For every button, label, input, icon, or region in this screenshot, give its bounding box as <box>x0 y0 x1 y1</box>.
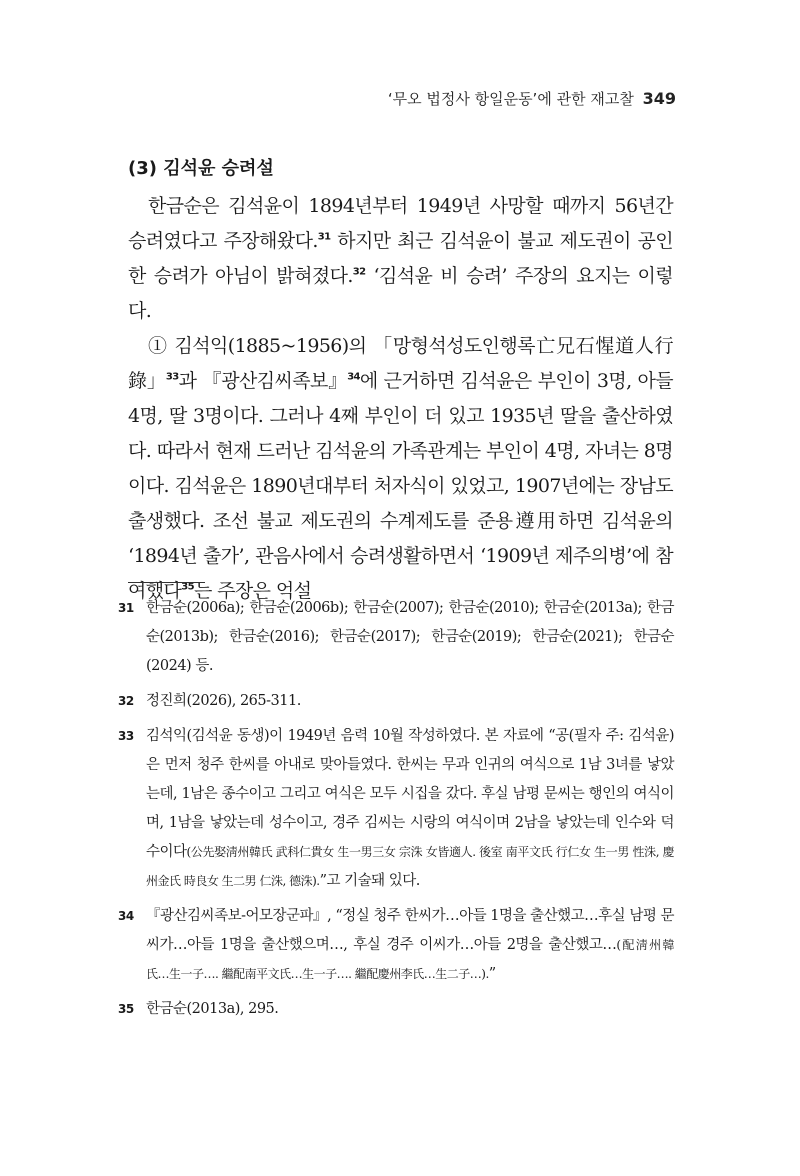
footnote-text-tail: ” <box>488 966 496 982</box>
footnote-number: 35 <box>118 1002 134 1016</box>
footnote-32 <box>118 687 674 716</box>
footnote-number: 32 <box>118 694 134 708</box>
footnote-separator <box>128 582 205 583</box>
footnote-number: 34 <box>118 909 134 923</box>
footnote-hanja-quote: (配淸州韓氏…生一子…. 繼配南平文氏…生一子…. 繼配慶州李氏…生二子…). <box>146 938 674 981</box>
paragraph-text: 한금순은 김석윤이 1894년부터 1949년 사망할 때까지 56년간 승려였다고 주장해왔다. <box>128 195 673 252</box>
paragraph-text: 과 『광산김씨족보』 <box>178 370 348 392</box>
footnote-text: 한금순(2006a); 한금순(2006b); 한금순(2007); 한금순(2010); 한금순(2013a); 한금순(2013b); 한금순(2016); 한금순(2017); 한금순(2019); 한금순(2021); 한금순(2024) 등. <box>146 600 674 674</box>
paragraph-text: 에 근거하면 김석윤은 부인이 3명, 아들 4명, 딸 3명이다. 그러나 4째 부인이 더 있고 1935년 딸을 출산하였다. 따라서 현재 드러난 김석윤의 가족관계는 부인이 4명, 자녀는 8명이다. 김석윤은 1890년대부터 처자식이 있었고, 1907년에는 장남도 출생했다. 조선 불교 제도권의 수계제도를 준용遵用하면 김석윤의 ‘1894년 출가’, 관음사에서 승려생활하면서 ‘1909년 제주의병’에 참여했다 <box>128 370 673 602</box>
footnote-ref-32[interactable]: 32 <box>352 266 366 278</box>
paragraph-text: ‘김석윤 비 승려’ 주장의 요지는 이렇다. <box>128 265 674 322</box>
footnote-ref-34[interactable]: 34 <box>347 371 360 383</box>
footnote-text: 한금순(2013a), 295. <box>146 1001 279 1017</box>
section-heading: (3) 김석윤 승려설 <box>128 158 274 179</box>
footnote-text: 『광산김씨족보-어모장군파』, “정실 청주 한씨가…아들 1명을 출산했고…후실 남평 문씨가…아들 1명을 출산했으며…, 후실 경주 이씨가…아들 2명을 출산했고… <box>146 908 674 953</box>
footnote-text: 정진희(2026), 265-311. <box>146 693 301 709</box>
footnote-number: 33 <box>118 729 134 743</box>
footnote-34 <box>118 902 674 989</box>
footnote-ref-35[interactable]: 35 <box>181 581 194 593</box>
page-number: 349 <box>642 89 676 108</box>
running-header-title: ‘무오 법정사 항일운동’에 관한 재고찰 <box>387 90 634 108</box>
footnote-number: 31 <box>118 601 134 615</box>
footnote-text-tail: ”고 기술돼 있다. <box>319 873 420 889</box>
paragraph-text: 는 주장은 억설 <box>193 580 312 602</box>
body-text <box>128 189 673 609</box>
paragraph-1 <box>128 189 673 329</box>
paragraph-2 <box>128 329 673 609</box>
footnote-33 <box>118 722 674 896</box>
running-header <box>388 88 676 109</box>
footnote-hanja-quote: (公先娶淸州韓氏 武科仁貴女 生一男三女 宗洙 女皆適人. 後室 南平文氏 行仁女 生一男 性洙, 慶州金氏 時良女 生二男 仁洙, 德洙). <box>146 845 674 888</box>
footnote-35 <box>118 995 674 1024</box>
footnotes <box>118 594 674 1030</box>
paragraph-text: ① 김석익(1885~1956)의 「망형석성도인행록亡兄石惺道人行錄」 <box>128 335 673 392</box>
footnote-31 <box>118 594 674 681</box>
paragraph-text: 하지만 최근 김석윤이 불교 제도권이 공인한 승려가 아님이 밝혀졌다. <box>128 230 673 287</box>
footnote-text: 김석익(김석윤 동생)이 1949년 음력 10월 작성하였다. 본 자료에 “공(필자 주: 김석윤)은 먼저 청주 한씨를 아내로 맞아들였다. 한씨는 무과 인귀의 여식으로 1남 3녀를 낳았는데, 1남은 종수이고 그리고 여식은 모두 시집을 갔다. 후실 남평 문씨는 행인의 여식이며, 1남을 낳았는데 성수이고, 경주 김씨는 시랑의 여식이며 2남을 낳았는데 인수와 덕수이다 <box>146 728 674 860</box>
footnote-ref-31[interactable]: 31 <box>317 231 331 243</box>
footnote-ref-33[interactable]: 33 <box>165 371 179 383</box>
